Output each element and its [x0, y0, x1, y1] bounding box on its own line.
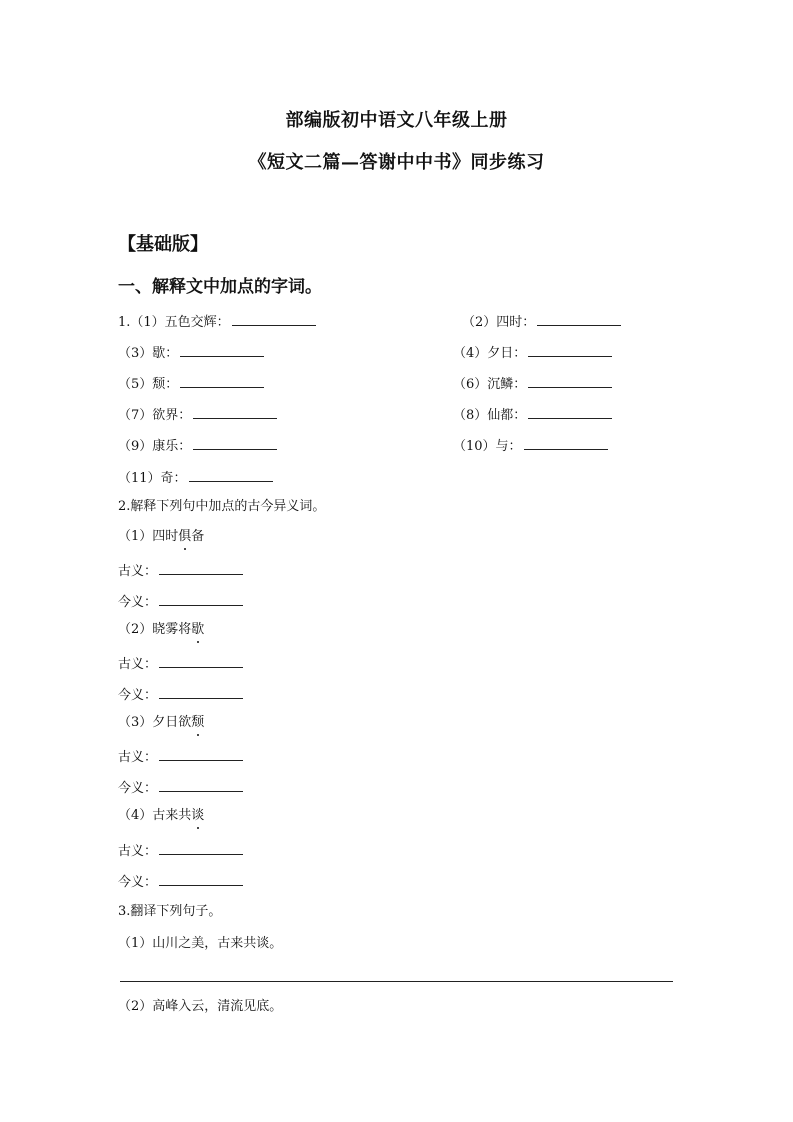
q2-4-gu	[118, 840, 243, 860]
vocab-item-4	[453, 342, 612, 362]
q2-2-gu	[118, 653, 243, 673]
vocab-label: （2）四时：	[462, 315, 536, 330]
jin-label: 今义：	[118, 781, 158, 796]
vocab-label: （4）夕日：	[453, 346, 527, 361]
vocab-item-2	[462, 311, 621, 331]
phrase-text: （1）四时	[118, 529, 179, 544]
dotted-char: 颓	[191, 713, 204, 733]
question-2-prompt: 2.解释下列句中加点的古今异义词。	[118, 499, 326, 514]
question-3-prompt: 3.翻译下列句子。	[118, 904, 222, 919]
vocab-item-6	[453, 373, 612, 393]
vocab-label: （7）欲界：	[118, 408, 192, 423]
dotted-char: 俱	[178, 527, 191, 547]
answer-blank[interactable]	[159, 653, 243, 668]
q2-1-jin	[118, 591, 243, 611]
answer-blank[interactable]	[528, 404, 612, 419]
q2-1-gu	[118, 560, 243, 580]
vocab-label: （11）奇：	[118, 471, 187, 486]
answer-blank[interactable]	[528, 373, 612, 388]
vocab-item-5	[118, 373, 264, 393]
q2-4-jin	[118, 871, 243, 891]
q2-2-jin	[118, 684, 243, 704]
jin-label: 今义：	[118, 595, 158, 610]
answer-blank[interactable]	[193, 404, 277, 419]
phrase-text: （4）古来共	[118, 808, 192, 823]
answer-blank[interactable]	[193, 435, 277, 450]
vocab-item-7	[118, 404, 277, 424]
vocab-label: （10）与：	[453, 439, 522, 454]
gu-label: 古义：	[118, 844, 158, 859]
answer-blank[interactable]	[159, 777, 243, 792]
vocab-item-3	[118, 342, 264, 362]
title-line-2: 《短文二篇—答谢中中书》同步练习	[248, 152, 545, 173]
jin-label: 今义：	[118, 688, 158, 703]
vocab-item-9	[118, 435, 277, 455]
vocab-label: （6）沉鳞：	[453, 377, 527, 392]
translate-sentence-2: （2）高峰入云，清流见底。	[118, 999, 283, 1014]
answer-blank[interactable]	[537, 311, 621, 326]
q2-3-gu	[118, 746, 243, 766]
section-heading: 一、解释文中加点的字词。	[118, 277, 322, 297]
answer-blank[interactable]	[189, 467, 273, 482]
dotted-char: 谈	[191, 806, 204, 826]
answer-line[interactable]	[120, 981, 673, 982]
answer-blank[interactable]	[528, 342, 612, 357]
answer-blank[interactable]	[159, 840, 243, 855]
level-heading: 【基础版】	[118, 234, 208, 255]
translate-sentence-1: （1）山川之美，古来共谈。	[118, 936, 283, 951]
jin-label: 今义：	[118, 875, 158, 890]
answer-blank[interactable]	[159, 560, 243, 575]
vocab-label: 1.（1）五色交辉：	[118, 315, 230, 330]
vocab-label: （8）仙都：	[453, 408, 527, 423]
vocab-label: （9）康乐：	[118, 439, 192, 454]
q2-phrase-1	[118, 527, 204, 547]
phrase-text: （3）夕日欲	[118, 715, 192, 730]
phrase-text: （2）晓雾将	[118, 622, 192, 637]
title-line-1: 部编版初中语文八年级上册	[285, 110, 508, 131]
answer-blank[interactable]	[524, 435, 608, 450]
answer-blank[interactable]	[159, 746, 243, 761]
gu-label: 古义：	[118, 750, 158, 765]
q2-phrase-4	[118, 806, 204, 826]
vocab-label: （3）歇：	[118, 346, 179, 361]
gu-label: 古义：	[118, 657, 158, 672]
q2-3-jin	[118, 777, 243, 797]
answer-blank[interactable]	[159, 591, 243, 606]
gu-label: 古义：	[118, 564, 158, 579]
dotted-char: 歇	[191, 620, 204, 640]
answer-blank[interactable]	[232, 311, 316, 326]
vocab-label: （5）颓：	[118, 377, 179, 392]
vocab-item-8	[453, 404, 612, 424]
q2-phrase-2	[118, 620, 204, 640]
answer-blank[interactable]	[180, 373, 264, 388]
q2-phrase-3	[118, 713, 204, 733]
vocab-item-1	[118, 311, 316, 331]
answer-blank[interactable]	[159, 871, 243, 886]
answer-blank[interactable]	[180, 342, 264, 357]
phrase-text: 备	[191, 529, 205, 544]
answer-blank[interactable]	[159, 684, 243, 699]
vocab-item-11	[118, 467, 273, 487]
vocab-item-10	[453, 435, 608, 455]
